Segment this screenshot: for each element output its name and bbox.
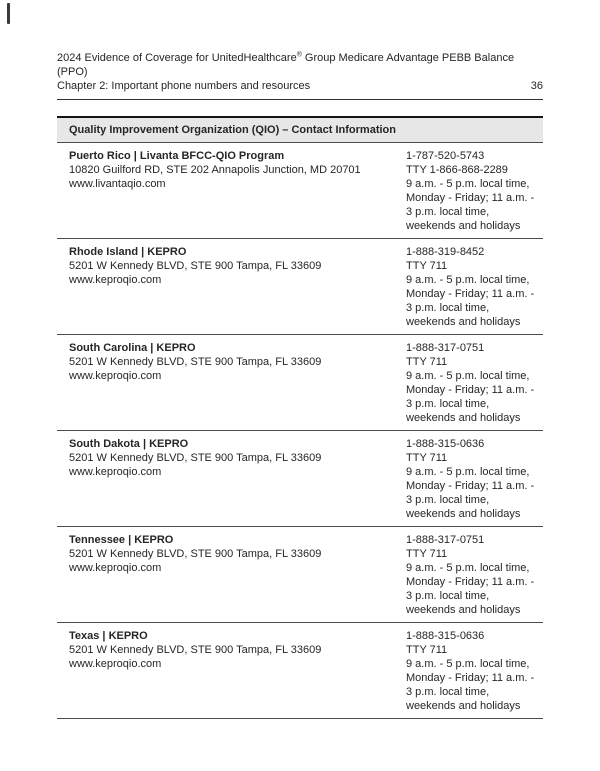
- table-row: [57, 143, 543, 239]
- table-header: Quality Improvement Organization (QIO) – Contact Information: [57, 118, 543, 143]
- hours-of-operation: 9 a.m. - 5 p.m. local time, Monday - Friday; 11 a.m. - 3 p.m. local time, weekends and holidays: [406, 658, 535, 713]
- organization-website: www.keproqio.com: [69, 658, 162, 671]
- organization-address: 5201 W Kennedy BLVD, STE 900 Tampa, FL 33609: [69, 644, 322, 657]
- organization-cell: [57, 245, 406, 329]
- document-title-text: 2024 Evidence of Coverage for UnitedHealthcare: [57, 52, 297, 64]
- tty-number: TTY 711: [406, 356, 448, 369]
- page-number: 36: [530, 79, 543, 92]
- organization-address: 10820 Guilford RD, STE 202 Annapolis Junction, MD 20701: [69, 164, 361, 177]
- contact-cell: [406, 341, 543, 425]
- qio-contact-table: [57, 116, 543, 719]
- table-row: [57, 335, 543, 431]
- document-title: [57, 52, 543, 66]
- organization-name: Rhode Island | KEPRO: [69, 246, 187, 259]
- document-header: [57, 52, 543, 100]
- table-row: [57, 623, 543, 719]
- phone-number: 1-888-315-0636: [406, 630, 485, 643]
- organization-website: www.keproqio.com: [69, 370, 162, 383]
- header-divider: [57, 99, 543, 100]
- organization-name: Tennessee | KEPRO: [69, 534, 174, 547]
- organization-name: Texas | KEPRO: [69, 630, 148, 643]
- document-page: [57, 52, 543, 719]
- organization-name: South Dakota | KEPRO: [69, 438, 189, 451]
- organization-website: www.livantaqio.com: [69, 178, 166, 191]
- table-row: [57, 239, 543, 335]
- tty-number: TTY 711: [406, 548, 448, 561]
- organization-name: Puerto Rico | Livanta BFCC-QIO Program: [69, 150, 285, 163]
- phone-number: 1-888-317-0751: [406, 534, 485, 547]
- tty-number: TTY 711: [406, 260, 448, 273]
- organization-cell: [57, 149, 406, 233]
- chapter-title: Chapter 2: Important phone numbers and resources: [57, 79, 311, 92]
- organization-address: 5201 W Kennedy BLVD, STE 900 Tampa, FL 33609: [69, 452, 322, 465]
- registered-trademark-symbol: ®: [296, 51, 302, 59]
- organization-website: www.keproqio.com: [69, 274, 162, 287]
- hours-of-operation: 9 a.m. - 5 p.m. local time, Monday - Friday; 11 a.m. - 3 p.m. local time, weekends and holidays: [406, 274, 535, 329]
- phone-number: 1-888-317-0751: [406, 342, 485, 355]
- tty-number: TTY 711: [406, 644, 448, 657]
- document-title-suffix: Group Medicare Advantage PEBB Balance: [301, 52, 515, 64]
- hours-of-operation: 9 a.m. - 5 p.m. local time, Monday - Friday; 11 a.m. - 3 p.m. local time, weekends and holidays: [406, 178, 535, 233]
- hours-of-operation: 9 a.m. - 5 p.m. local time, Monday - Friday; 11 a.m. - 3 p.m. local time, weekends and holidays: [406, 562, 535, 617]
- organization-cell: [57, 341, 406, 425]
- table-row: [57, 527, 543, 623]
- tty-number: TTY 711: [406, 452, 448, 465]
- document-title-line2: (PPO): [57, 65, 88, 78]
- organization-address: 5201 W Kennedy BLVD, STE 900 Tampa, FL 33609: [69, 548, 322, 561]
- organization-website: www.keproqio.com: [69, 466, 162, 479]
- phone-number: 1-888-315-0636: [406, 438, 485, 451]
- organization-cell: [57, 629, 406, 713]
- qio-table-body: [57, 143, 543, 719]
- phone-number: 1-787-520-5743: [406, 150, 485, 163]
- chapter-row: [57, 80, 543, 94]
- tty-number: TTY 1-866-868-2289: [406, 164, 508, 177]
- contact-cell: [406, 245, 543, 329]
- contact-cell: [406, 437, 543, 521]
- phone-number: 1-888-319-8452: [406, 246, 485, 259]
- table-row: [57, 431, 543, 527]
- organization-website: www.keproqio.com: [69, 562, 162, 575]
- hours-of-operation: 9 a.m. - 5 p.m. local time, Monday - Friday; 11 a.m. - 3 p.m. local time, weekends and holidays: [406, 370, 535, 425]
- organization-cell: [57, 533, 406, 617]
- contact-cell: [406, 533, 543, 617]
- organization-name: South Carolina | KEPRO: [69, 342, 196, 355]
- organization-address: 5201 W Kennedy BLVD, STE 900 Tampa, FL 33609: [69, 260, 322, 273]
- organization-address: 5201 W Kennedy BLVD, STE 900 Tampa, FL 33609: [69, 356, 322, 369]
- organization-cell: [57, 437, 406, 521]
- contact-cell: [406, 629, 543, 713]
- contact-cell: [406, 149, 543, 233]
- scan-artifact-mark: [7, 3, 10, 24]
- hours-of-operation: 9 a.m. - 5 p.m. local time, Monday - Friday; 11 a.m. - 3 p.m. local time, weekends and holidays: [406, 466, 535, 521]
